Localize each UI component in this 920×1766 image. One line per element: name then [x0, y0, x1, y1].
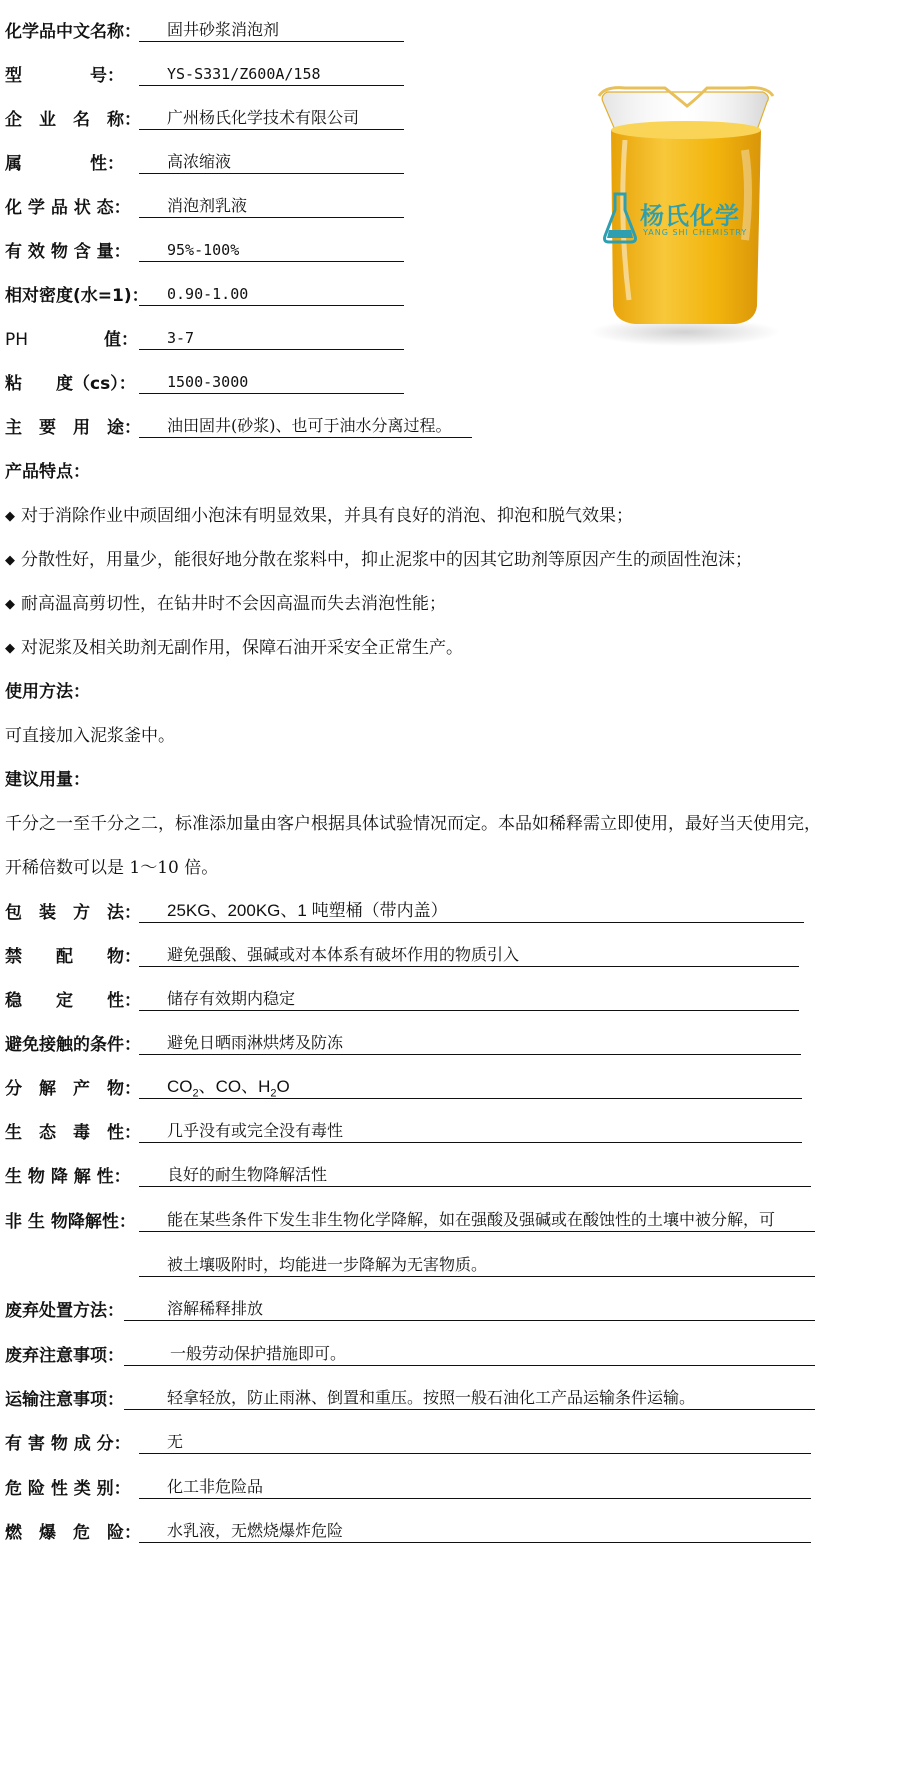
label-ph-value: 值： — [104, 330, 138, 350]
value-eco-toxicity: 几乎没有或完全没有毒性 — [139, 1121, 802, 1143]
label-harmful-components: 有 害 物 成 分： — [5, 1434, 131, 1454]
label-biodegradability: 生 物 降 解 性： — [5, 1167, 131, 1187]
value-disposal-method: 溶解稀释排放 — [124, 1299, 815, 1321]
feature-text: 耐高温高剪切性，在钻井时不会因高温而失去消泡性能； — [21, 594, 446, 614]
dosage-text-line2: 开稀倍数可以是 1～10 倍。 — [5, 858, 219, 878]
value-decomposition: $CO_2$、CO、$H_2O$ — [139, 1077, 802, 1099]
label-disposal-notes: 废弃注意事项： — [5, 1346, 124, 1366]
value-content: 95%-100% — [139, 240, 404, 262]
label-eco-toxicity: 生 态 毒 性： — [5, 1123, 141, 1143]
feature-text: 对于消除作业中顽固细小泡沫有明显效果，并具有良好的消泡、抑泡和脱气效果； — [21, 506, 633, 526]
value-viscosity: 1500-3000 — [139, 372, 404, 394]
label-density: 相对密度(水=1)： — [5, 286, 149, 306]
feature-text: 对泥浆及相关助剂无副作用，保障石油开采安全正常生产。 — [21, 638, 463, 658]
label-viscosity: 粘 度（cs）： — [5, 374, 136, 394]
label-abiotic-degradation: 非 生 物降解性： — [5, 1212, 136, 1232]
feature-item — [5, 506, 633, 528]
label-ph: PH — [5, 330, 29, 350]
label-disposal-method: 废弃处置方法： — [5, 1301, 124, 1321]
method-title: 使用方法： — [5, 682, 90, 702]
value-state: 消泡剂乳液 — [139, 196, 404, 218]
value-avoid-conditions: 避免日晒雨淋烘烤及防冻 — [139, 1033, 801, 1055]
value-attribute: 高浓缩液 — [139, 152, 404, 174]
value-usage: 油田固井(砂浆)、也可于油水分离过程。 — [139, 416, 472, 438]
value-harmful-components: 无 — [139, 1432, 811, 1454]
value-stability: 储存有效期内稳定 — [139, 989, 799, 1011]
label-usage: 主 要 用 途： — [5, 418, 141, 438]
value-hazard-class: 化工非危险品 — [139, 1477, 811, 1499]
value-fire-hazard: 水乳液，无燃烧爆炸危险 — [139, 1521, 811, 1543]
label-model: 型 号： — [5, 66, 124, 86]
value-ph: 3-7 — [139, 328, 404, 350]
feature-item — [5, 550, 752, 572]
method-text: 可直接加入泥浆釜中。 — [5, 726, 175, 746]
label-incompatible: 禁 配 物： — [5, 947, 141, 967]
diamond-bullet-icon: ◆ — [5, 597, 15, 612]
label-decomposition: 分 解 产 物： — [5, 1079, 141, 1099]
feature-text: 分散性好，用量少，能很好地分散在浆料中，抑止泥浆中的因其它助剂等原因产生的顽固性泡沫； — [21, 550, 752, 570]
label-stability: 稳 定 性： — [5, 991, 141, 1011]
value-packaging: 25KG、200KG、1 吨塑桶（带内盖） — [139, 901, 804, 923]
diamond-bullet-icon: ◆ — [5, 509, 15, 524]
value-density: 0.90-1.00 — [139, 284, 404, 306]
label-transport-notes: 运输注意事项： — [5, 1390, 124, 1410]
logo-subtext: YANG SHI CHEMISTRY — [643, 228, 748, 237]
label-packaging: 包 装 方 法： — [5, 903, 141, 923]
label-avoid-conditions: 避免接触的条件： — [5, 1035, 141, 1055]
label-attribute: 属 性： — [5, 154, 124, 174]
value-abiotic-line1: 能在某些条件下发生非生物化学降解，如在强酸及强碱或在酸蚀性的土壤中被分解，可 — [139, 1210, 815, 1232]
value-company: 广州杨氏化学技术有限公司 — [139, 108, 404, 130]
value-product-name: 固井砂浆消泡剂 — [139, 20, 404, 42]
label-product-name: 化学品中文名称： — [5, 22, 141, 42]
label-state: 化 学 品 状 态： — [5, 198, 131, 218]
diamond-bullet-icon: ◆ — [5, 641, 15, 656]
feature-item — [5, 638, 463, 660]
label-fire-hazard: 燃 爆 危 险： — [5, 1523, 141, 1543]
features-title: 产品特点： — [5, 462, 90, 482]
feature-item — [5, 594, 446, 616]
label-content: 有 效 物 含 量： — [5, 242, 131, 262]
value-biodegradability: 良好的耐生物降解活性 — [139, 1165, 811, 1187]
value-disposal-notes: 一般劳动保护措施即可。 — [124, 1344, 815, 1366]
product-beaker-image — [585, 70, 785, 370]
logo-text: 杨氏化学 — [640, 202, 740, 230]
dosage-text-line1: 千分之一至千分之二，标准添加量由客户根据具体试验情况而定。本品如稀释需立即使用，最好当天使用完， — [5, 814, 821, 834]
label-hazard-class: 危 险 性 类 别： — [5, 1479, 131, 1499]
diamond-bullet-icon: ◆ — [5, 553, 15, 568]
value-abiotic-line2: 被土壤吸附时，均能进一步降解为无害物质。 — [139, 1255, 815, 1277]
dosage-title: 建议用量： — [5, 770, 90, 790]
label-company: 企 业 名 称： — [5, 110, 141, 130]
value-transport-notes: 轻拿轻放，防止雨淋、倒置和重压。按照一般石油化工产品运输条件运输。 — [124, 1388, 815, 1410]
value-incompatible: 避免强酸、强碱或对本体系有破坏作用的物质引入 — [139, 945, 799, 967]
value-model: YS-S331/Z600A/158 — [139, 64, 404, 86]
